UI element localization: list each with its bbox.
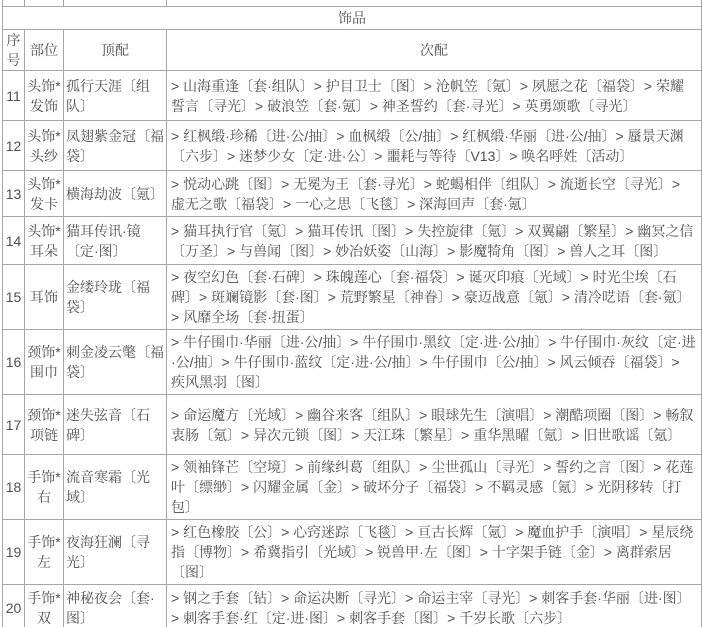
cell-best-match: 神秘夜会〔套·图〕 — [64, 585, 167, 627]
table-title: 饰品 — [3, 7, 702, 30]
cell-part: 手饰*左 — [25, 520, 64, 585]
table-row — [3, 171, 702, 217]
cell-best-match: 金缕玲珑〔福袋〕 — [64, 265, 167, 330]
cell-second-list: > 钢之手套〔钻〕> 命运决断〔寻光〕> 命运主宰〔寻光〕> 刺客手套·华丽〔进·图〕> 刺客手套·红〔定·进·图〕> 刺客手套〔图〕> 千岁长歌〔六步〕 — [167, 585, 702, 627]
cell-part: 头饰*发卡 — [25, 171, 64, 217]
accessories-table — [2, 0, 702, 627]
cell-index: 18 — [3, 455, 25, 520]
cell-index: 11 — [3, 71, 25, 121]
cell-part: 头饰*耳朵 — [25, 217, 64, 265]
cell-index: 16 — [3, 330, 25, 395]
cell-second-list: > 夜空幻色〔套·石碑〕> 珠魄莲心〔套·福袋〕> 诞灭印痕〔光域〕> 时光尘埃〔石碑〕> 斑斓镜影〔套·图〕> 荒野繁星〔神眷〕> 豪迈战意〔氪〕> 清冷呓语〔套·氪〕> 风靡全场〔套·扭蛋〕 — [167, 265, 702, 330]
cell-index: 15 — [3, 265, 25, 330]
table-row — [3, 520, 702, 585]
table-row — [3, 585, 702, 627]
cell-index: 20 — [3, 585, 25, 627]
table-row — [3, 71, 702, 121]
cell-second-list: > 领袖锋芒〔空境〕> 前缘纠葛〔组队〕> 尘世孤山〔寻光〕> 誓约之言〔图〕> 花莲叶〔缥缈〕> 闪耀金属〔金〕> 破坏分子〔福袋〕> 不羁灵感〔氪〕> 光阴移转〔打包〕 — [167, 455, 702, 520]
cell-second-list: > 红枫缎·珍稀〔进·公/抽〕> 血枫缎〔公/抽〕> 红枫缎·华丽〔进·公/抽〕> 蜃景天渊〔六步〕> 迷梦少女〔定·进·公〕> 噩耗与等待〔V13〕> 唤名呼姓〔活动〕 — [167, 121, 702, 171]
cell-best-match: 孤行天涯〔组队〕 — [64, 71, 167, 121]
cell-best-match: 夜海狂澜〔寻光〕 — [64, 520, 167, 585]
cell-part: 手饰*双 — [25, 585, 64, 627]
cell-part: 头饰*头纱 — [25, 121, 64, 171]
col-header-part: 部位 — [25, 30, 64, 71]
cell-second-list: > 牛仔围巾·华丽〔进·公/抽〕> 牛仔围巾·黑纹〔定·进·公/抽〕> 牛仔围巾·灰纹〔定·进·公/抽〕> 牛仔围巾·蓝纹〔定·进·公/抽〕> 牛仔围巾〔公/抽〕> 风云倾吞〔福袋〕> 疾风黑羽〔图〕 — [167, 330, 702, 395]
table-row — [3, 395, 702, 455]
table-title-row — [3, 7, 702, 30]
cell-index: 12 — [3, 121, 25, 171]
cell-best-match: 迷失弦音〔石碑〕 — [64, 395, 167, 455]
table-row — [3, 455, 702, 520]
col-header-index: 序号 — [3, 30, 25, 71]
cell-index: 19 — [3, 520, 25, 585]
cell-best-match: 凤翅紫金冠〔福袋〕 — [64, 121, 167, 171]
cell-best-match: 流音寒霜〔光域〕 — [64, 455, 167, 520]
cell-second-list: > 红色橡胶〔公〕> 心窍迷踪〔飞毯〕> 亘古长辉〔氪〕> 魔血护手〔演唱〕> 星辰绕指〔博物〕> 希冀指引〔光域〕> 锐兽甲·左〔图〕> 十字架手链〔金〕> 离群索居〔图〕 — [167, 520, 702, 585]
cell-second-list: > 猫耳执行官〔氪〕> 猫耳传讯〔图〕> 失控旋律〔氪〕> 双翼翩〔繁星〕> 幽冥之信〔万圣〕> 与兽闻〔图〕> 妙冶妖姿〔山海〕> 影魔犄角〔图〕> 兽人之耳〔图〕 — [167, 217, 702, 265]
col-header-second: 次配 — [167, 30, 702, 71]
cell-index: 13 — [3, 171, 25, 217]
table-row — [3, 330, 702, 395]
cell-best-match: 猫耳传讯·镜〔定·图〕 — [64, 217, 167, 265]
cell-best-match: 刺金凌云氅〔福袋〕 — [64, 330, 167, 395]
table-row — [3, 217, 702, 265]
cell-second-list: > 悦动心跳〔图〕> 无冕为王〔套·寻光〕> 蛇蝎相伴〔组队〕> 流逝长空〔寻光〕> 虚无之歌〔福袋〕> 一心之思〔飞毯〕> 深海回声〔套·氪〕 — [167, 171, 702, 217]
cell-part: 手饰*右 — [25, 455, 64, 520]
table-row — [3, 121, 702, 171]
cell-part: 耳饰 — [25, 265, 64, 330]
table-row — [3, 265, 702, 330]
table-header-row — [3, 30, 702, 71]
cell-index: 14 — [3, 217, 25, 265]
cell-part: 颈饰*围巾 — [25, 330, 64, 395]
cell-second-list: > 山海重逢〔套·组队〕> 护目卫士〔图〕> 沧帆笠〔氪〕> 夙愿之花〔福袋〕> 荣耀誓言〔寻光〕> 破浪笠〔套·氪〕> 神圣誓约〔套·寻光〕> 英勇颂歌〔寻光〕 — [167, 71, 702, 121]
cell-part: 头饰*发饰 — [25, 71, 64, 121]
cell-part: 颈饰*项链 — [25, 395, 64, 455]
col-header-best: 顶配 — [64, 30, 167, 71]
cell-index: 17 — [3, 395, 25, 455]
cell-second-list: > 命运魔方〔光域〕> 幽谷来客〔组队〕> 眼球先生〔演唱〕> 潮酷项圈〔图〕> 畅叙衷肠〔氪〕> 异次元锁〔图〕> 天江珠〔繁星〕> 重华黑曜〔氪〕> 旧世歌谣〔氪〕 — [167, 395, 702, 455]
cell-best-match: 横海劫波〔氪〕 — [64, 171, 167, 217]
